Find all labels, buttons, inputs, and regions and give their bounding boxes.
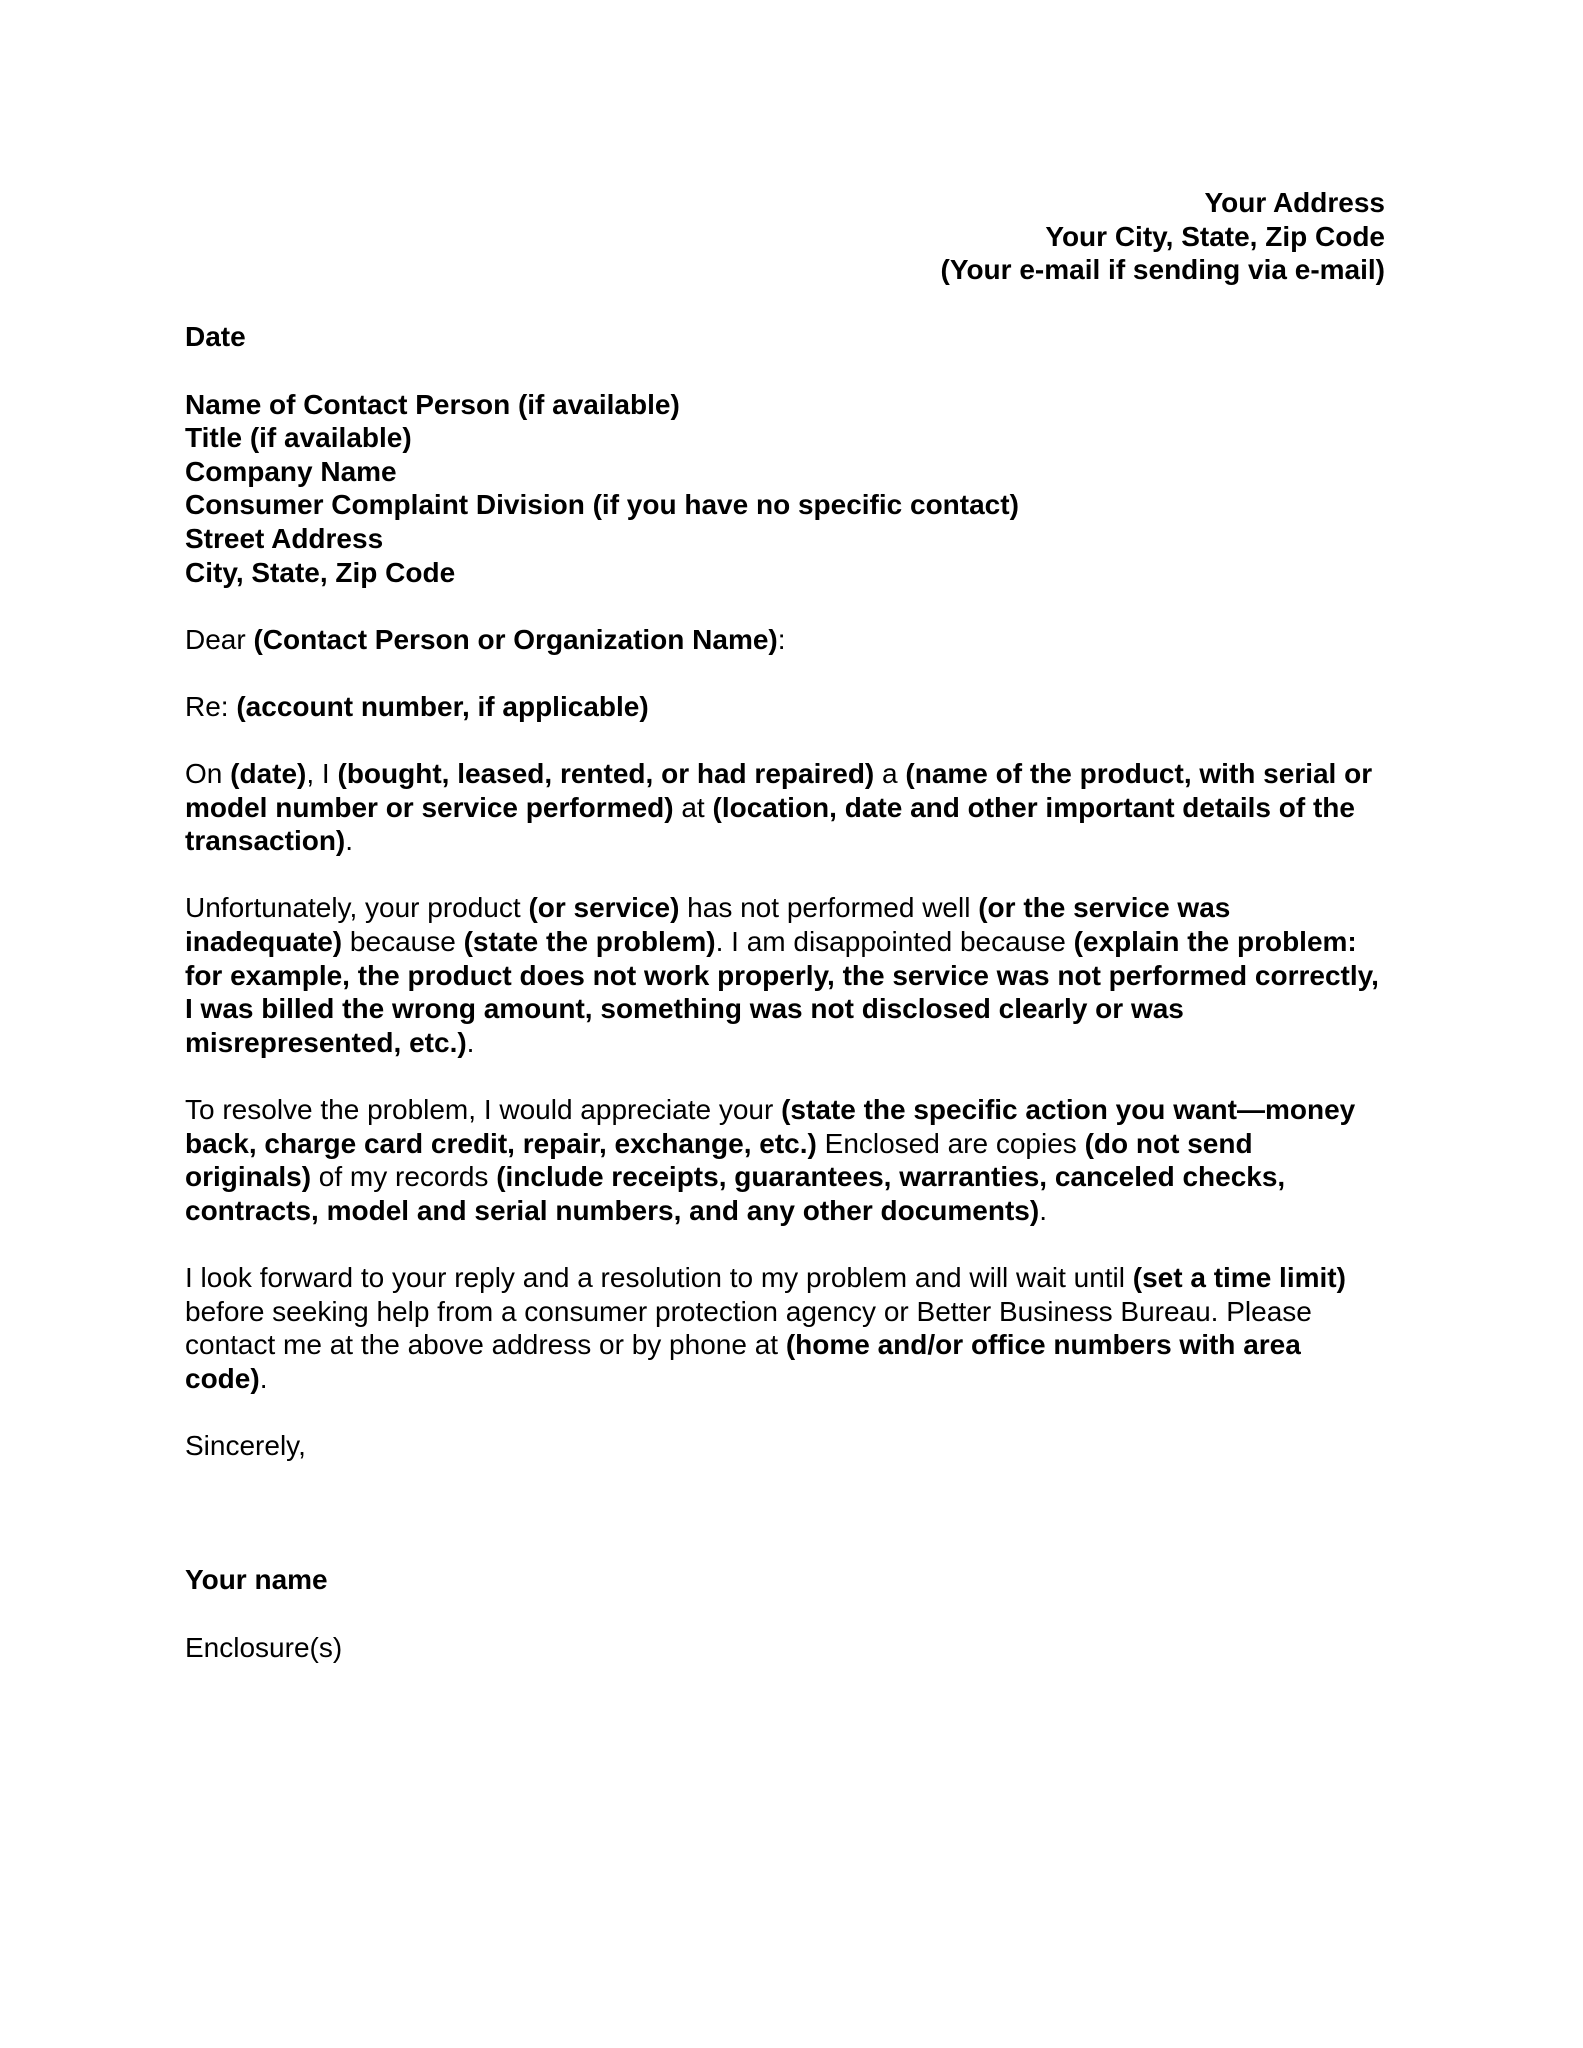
placeholder-date: (date): [230, 758, 307, 790]
text-run: before seeking help from a consumer protection agency or Better Business Bureau. Please contact me at the above address or by phone at: [185, 1295, 1312, 1361]
reference-prefix: Re:: [185, 690, 237, 722]
placeholder-specific-action: (state the specific action you want—money back, charge card credit, repair, exchange, etc.): [185, 1094, 1356, 1159]
paragraph-followup: [185, 1261, 1385, 1395]
enclosure-note: Enclosure(s): [185, 1631, 343, 1663]
salutation-prefix: Dear: [185, 623, 254, 655]
text-run: Unfortunately, your product: [185, 892, 529, 924]
placeholder-do-not-send: (do not send originals): [185, 1127, 1253, 1193]
text-run: .: [466, 1026, 475, 1058]
reference-value: (account number, if applicable): [236, 690, 649, 722]
salutation: [185, 623, 1385, 657]
closing: Sincerely,: [185, 1429, 306, 1461]
placeholder-location: (location, date and other important details of the transaction): [185, 791, 1355, 857]
reference-line: [185, 690, 1385, 724]
placeholder-phone-numbers: (home and/or office numbers with area code): [185, 1329, 1301, 1394]
letter-body: [185, 186, 1385, 1664]
paragraph-resolution: [185, 1093, 1385, 1227]
text-run: On: [185, 758, 231, 790]
recipient-division-line: Consumer Complaint Division (if you have no specific contact): [185, 489, 1019, 521]
text-run: at: [673, 791, 713, 823]
recipient-address-block: [185, 388, 1385, 590]
text-run: .: [1039, 1194, 1047, 1226]
text-run: of my records: [311, 1161, 497, 1193]
text-run: .: [345, 825, 354, 857]
letter-date: Date: [185, 321, 246, 353]
salutation-suffix: :: [777, 623, 786, 655]
placeholder-time-limit: (set a time limit): [1132, 1262, 1346, 1293]
placeholder-transaction-type: (bought, leased, rented, or had repaired): [337, 758, 875, 790]
placeholder-state-problem: (state the problem): [463, 926, 716, 958]
placeholder-service-inadequate: (or the service was inadequate): [185, 892, 1231, 958]
text-run: To resolve the problem, I would appreciate your: [185, 1094, 782, 1126]
sender-address-block: [185, 186, 1385, 287]
text-run: I look forward to your reply and a resolution to my problem and will wait until: [185, 1262, 1133, 1293]
recipient-city-line: City, State, Zip Code: [185, 556, 456, 588]
recipient-company-line: Company Name: [185, 455, 397, 487]
text-run: .: [259, 1362, 268, 1394]
recipient-title-line: Title (if available): [185, 422, 412, 454]
placeholder-explain-problem: (explain the problem: for example, the product does not work properly, the service was not performed correctly, I was billed the wrong amount, something was not disclosed clearly or was misrepresented, etc.): [185, 926, 1379, 1058]
recipient-contact-line: Name of Contact Person (if available): [185, 388, 680, 420]
placeholder-product: (name of the product, with serial or model number or service performed): [185, 758, 1373, 823]
text-run: , I: [306, 758, 338, 790]
signature-name: Your name: [185, 1564, 328, 1596]
placeholder-or-service: (or service): [528, 892, 680, 924]
sender-city-line: Your City, State, Zip Code: [1045, 220, 1385, 252]
placeholder-records: (include receipts, guarantees, warranties, canceled checks, contracts, model and serial numbers, and any other documents): [185, 1161, 1286, 1226]
text-run: Enclosed are copies: [816, 1127, 1085, 1159]
recipient-street-line: Street Address: [185, 522, 384, 554]
sender-email-line: (Your e-mail if sending via e-mail): [940, 254, 1385, 286]
paragraph-problem: [185, 891, 1385, 1059]
text-run: a: [874, 758, 906, 790]
paragraph-purchase: [185, 757, 1385, 858]
text-run: has not performed well: [679, 892, 979, 924]
text-run: because: [342, 926, 464, 958]
salutation-name: (Contact Person or Organization Name): [253, 623, 778, 655]
sender-address-line: Your Address: [1204, 187, 1385, 218]
text-run: . I am disappointed because: [715, 926, 1074, 958]
